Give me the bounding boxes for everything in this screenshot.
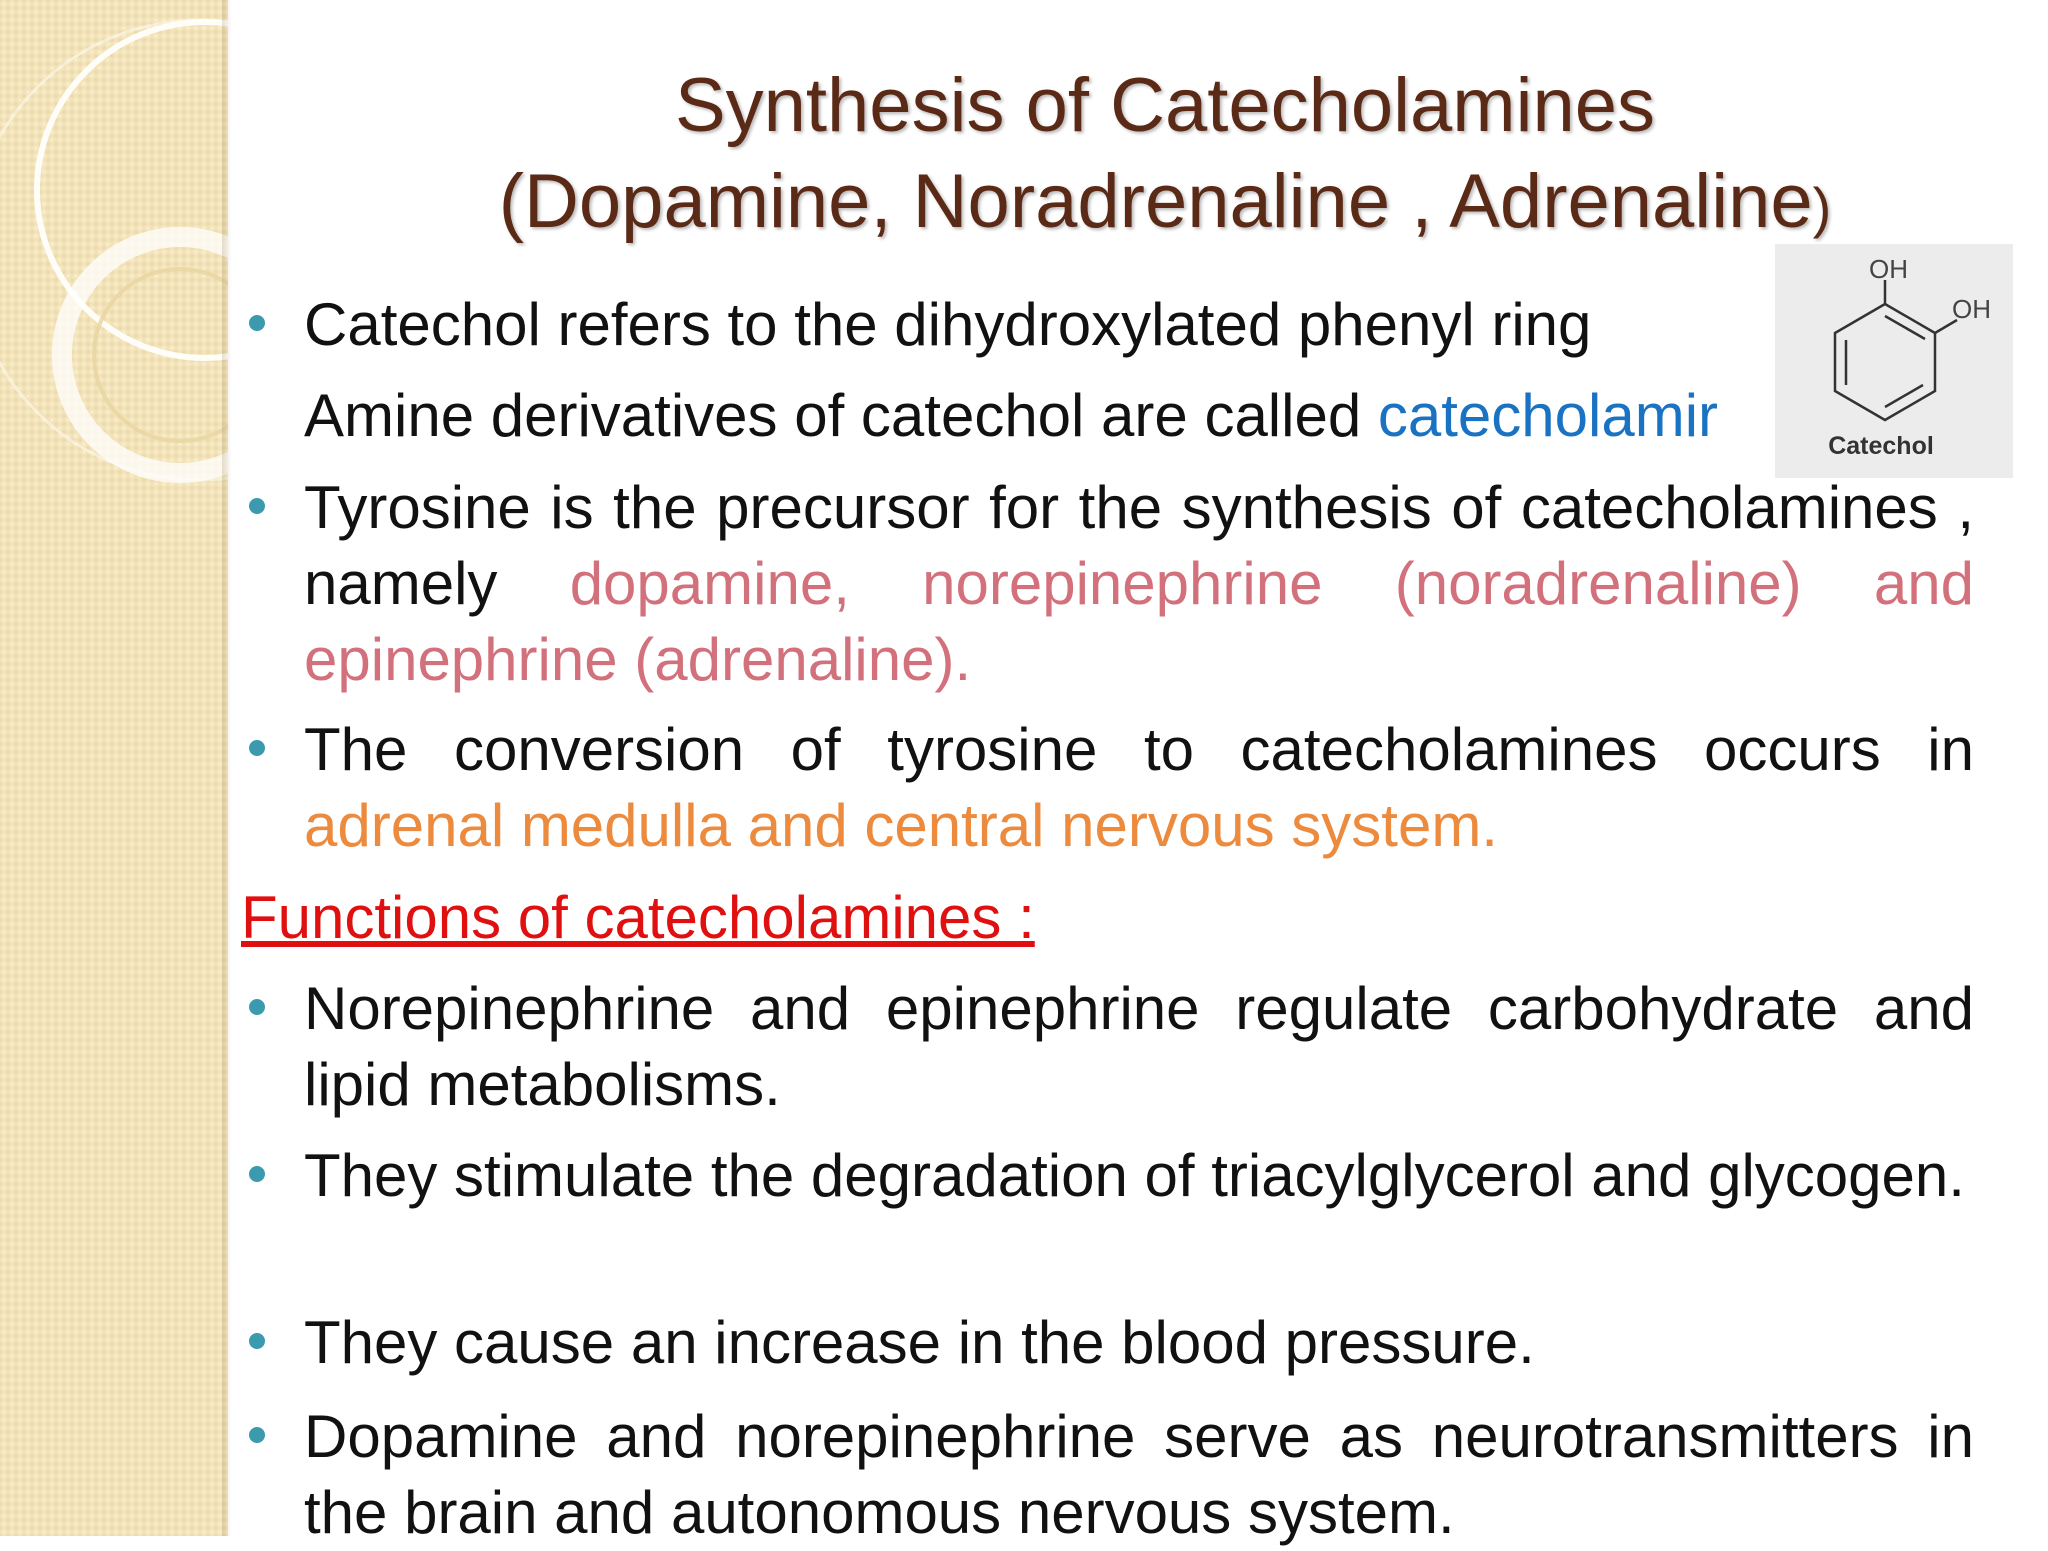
bullet-highlight-sites: adrenal medulla and central nervous system. [304, 792, 1498, 859]
bullet-text: Catechol refers to the dihydroxylated phenyl ring [304, 291, 1592, 358]
bullet-text: Tyrosine is the precursor for the synthesis of catecholamines , namely [304, 474, 1974, 617]
functions-heading: Functions of catecholamines : [241, 884, 1035, 951]
bullet-dot [249, 498, 265, 514]
function-item-neurotransmitters [304, 1399, 1974, 1551]
bullet-highlight-catecholamines: catecholamir [1377, 382, 1719, 449]
bullet-conversion-site [304, 712, 1974, 864]
decorative-side-strip [0, 0, 228, 1536]
title-line-2 [300, 154, 2030, 256]
function-text: They cause an increase in the blood pressure. [304, 1309, 1535, 1376]
catechol-label: Catechol [1828, 432, 1934, 460]
function-item-degradation [304, 1138, 1974, 1214]
function-text: Norepinephrine and epinephrine regulate carbohydrate and lipid metabolisms. [304, 975, 1974, 1118]
bullet-dot [249, 999, 265, 1015]
slide-title [300, 58, 2030, 256]
oh-right-label: OH [1952, 294, 1991, 324]
strip-shadow [222, 0, 232, 1536]
bullet-highlight-catecholamine-names: dopamine, norepinephrine (noradrenaline) and epinephrine (adrenaline). [304, 550, 1974, 693]
bullet-text: Amine derivatives of catechol are called [304, 382, 1378, 449]
title-line-1: Synthesis of Catecholamines [674, 63, 1656, 148]
function-item-blood-pressure [304, 1305, 1974, 1381]
bullet-dot [249, 740, 265, 756]
function-item-metabolism [304, 971, 1974, 1123]
bullet-catechol-definition [304, 287, 1974, 363]
bullet-dot [249, 1333, 265, 1349]
function-text: Dopamine and norepinephrine serve as neurotransmitters in the brain and autonomous nervous system. [304, 1403, 1974, 1546]
function-text: They stimulate the degradation of triacylglycerol and glycogen. [304, 1142, 1965, 1209]
bullet-dot [249, 1427, 265, 1443]
oh-top-label: OH [1869, 254, 1908, 284]
title-close-paren: ) [1812, 176, 1832, 239]
bullet-text: The conversion of tyrosine to catecholamines occurs in [304, 716, 1974, 783]
bullet-tyrosine-precursor [304, 470, 1974, 698]
bullet-amine-derivatives [304, 378, 1764, 454]
decorative-circles [0, 0, 228, 1536]
bullet-dot [249, 1166, 265, 1182]
bullet-dot [249, 315, 265, 331]
double-bond-3 [1885, 385, 1923, 407]
title-line-2-text: (Dopamine, Noradrenaline , Adrenaline [498, 159, 1813, 244]
